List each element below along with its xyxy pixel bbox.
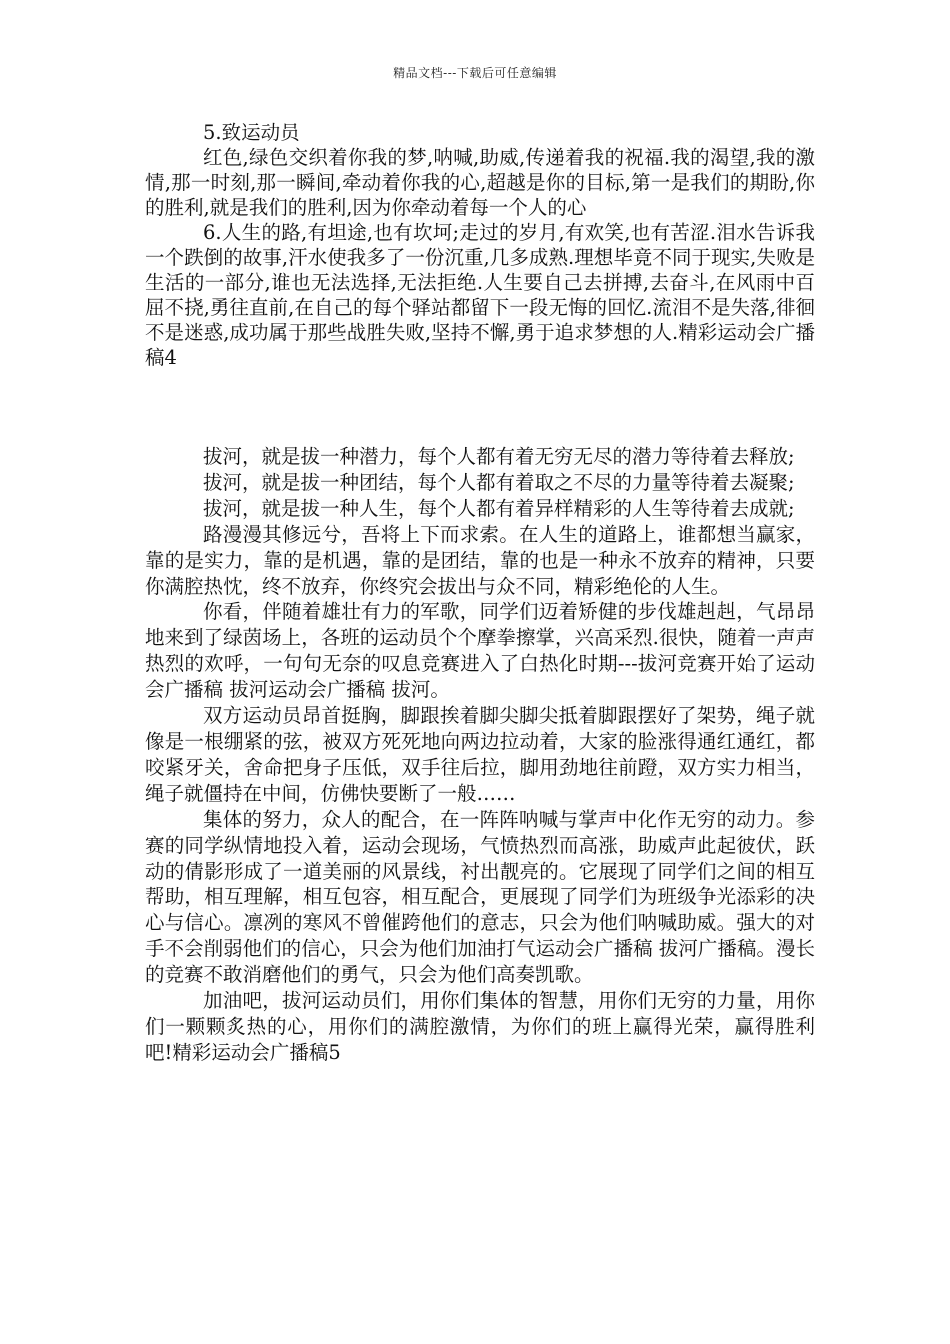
section-2	[145, 444, 815, 1066]
document-body	[145, 120, 815, 1066]
paragraph: 集体的努力，众人的配合，在一阵阵呐喊与掌声中化作无穷的动力。参赛的同学纵情地投入着，运动会现场，气愤热烈而高涨，助威声此起彼伏，跃动的倩影形成了一道美丽的风景线，衬出靓亮的。它展现了同学们之间的相互帮助，相互理解，相互包容，相互配合，更展现了同学们为班级争光添彩的决心与信心。凛冽的寒风不曾催跨他们的意志，只会为他们呐喊助威。强大的对手不会削弱他们的信心，只会为他们加油打气运动会广播稿 拔河广播稿。漫长的竞赛不敢消磨他们的勇气，只会为他们高奏凯歌。	[145, 807, 815, 987]
paragraph: 双方运动员昂首挺胸，脚跟挨着脚尖脚尖抵着脚跟摆好了架势，绳子就像是一根绷紧的弦，被双方死死地向两边拉动着，大家的脸涨得通红通红，都咬紧牙关，舍命把身子压低，双手往后拉，脚用劲地往前蹬，双方实力相当，绳子就僵持在中间，仿佛快要断了一般……	[145, 704, 815, 805]
paragraph: 拔河，就是拔一种人生，每个人都有着异样精彩的人生等待着去成就;	[203, 496, 795, 520]
paragraph: 加油吧，拔河运动员们，用你们集体的智慧，用你们无穷的力量，用你们一颗颗炙热的心，用你们的满腔激情，为你们的班上赢得光荣，赢得胜利吧!精彩运动会广播稿5	[145, 989, 815, 1064]
paragraph: 拔河，就是拔一种潜力，每个人都有着无穷无尽的潜力等待着去释放;	[203, 445, 795, 468]
paragraph: 红色,绿色交织着你我的梦,呐喊,助威,传递着我的祝福.我的渴望,我的激情,那一时刻,那一瞬间,牵动着你我的心,超越是你的目标,第一是我们的期盼,你的胜利,就是我们的胜利,因为你牵动着每一个人的心	[145, 146, 815, 219]
page-header: 精品文档---下载后可任意编辑	[393, 66, 557, 80]
paragraph: 拔河，就是拔一种团结，每个人都有着取之不尽的力量等待着去凝聚;	[203, 470, 795, 494]
paragraph: 你看，伴随着雄壮有力的军歌，同学们迈着矫健的步伐雄赳赳，气昂昂地来到了绿茵场上，各班的运动员个个摩拳擦掌，兴高采烈.很快，随着一声声热烈的欢呼，一句句无奈的叹息竞赛进入了白热化时期---拔河竞赛开始了运动会广播稿 拔河运动会广播稿 拔河。	[145, 600, 815, 702]
heading-item-5: 5.致运动员	[203, 121, 300, 144]
paragraph: 6.人生的路,有坦途,也有坎坷;走过的岁月,有欢笑,也有苦涩.泪水告诉我一个跌倒的故事,汗水使我多了一份沉重,几多成熟.理想毕竟不同于现实,失败是生活的一部分,谁也无法选择,无法拒绝.人生要自己去拼搏,去奋斗,在风雨中百屈不挠,勇往直前,在自己的每个驿站都留下一段无悔的回忆.流泪不是失落,徘徊不是迷惑,成功属于那些战胜失败,坚持不懈,勇于追求梦想的人.精彩运动会广播稿4	[145, 221, 815, 369]
section-1	[145, 120, 815, 370]
paragraph: 路漫漫其修远兮，吾将上下而求索。在人生的道路上，谁都想当赢家，靠的是实力，靠的是机遇，靠的是团结，靠的也是一种永不放弃的精神，只要你满腔热忱，终不放弃，你终究会拔出与众不同，精彩绝伦的人生。	[145, 522, 815, 598]
